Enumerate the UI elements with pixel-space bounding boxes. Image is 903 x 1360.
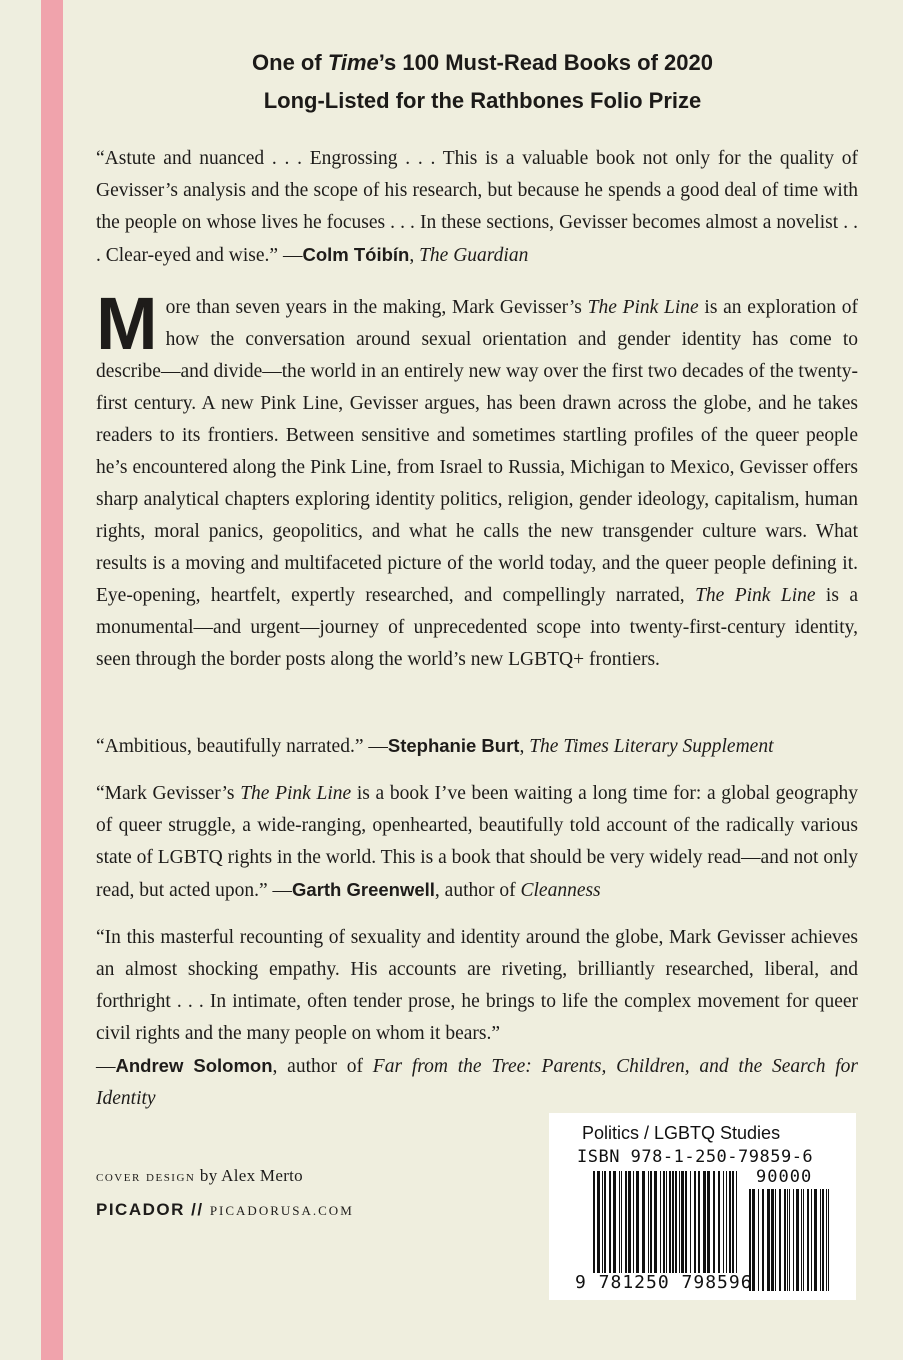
barcode-bar	[723, 1171, 724, 1273]
publisher-name: PICADOR	[96, 1200, 185, 1219]
barcode-bar	[732, 1171, 734, 1273]
barcode-bar	[663, 1171, 665, 1273]
barcode-bar	[685, 1171, 687, 1273]
barcode-panel	[549, 1113, 856, 1300]
addon-bar	[793, 1189, 794, 1291]
addon-bar	[820, 1189, 821, 1291]
quote-source: Far from the Tree: Parents, Children, and the Search for Identity	[96, 1056, 858, 1109]
addon-bar	[814, 1189, 817, 1291]
barcode-bar	[597, 1171, 600, 1273]
book-description: More than seven years in the making, Mark Gevisser’s The Pink Line is an exploration of how the conversation around sexual orientation and gender identity has come to describe—and divide—the world in an entirely new way over the first two decades of the twenty-first century. A new Pink Line, Gevisser argues, has been drawn across the globe, and he takes readers to its frontiers. Between sensitive and sometimes startling profiles of the queer people he’s encountered along the Pink Line, from Israel to Russia, Michigan to Mexico, Gevisser offers sharp analytical chapters exploring identity politics, religion, gender ideology, capitalism, human rights, moral panics, geopolitics, and what he calls the new transgender culture wars. What results is a moving and multifaceted picture of the world today, and the queer people defining it. Eye-opening, heartfelt, expertly researched, and compellingly narrated, The Pink Line is a monumental—and urgent—journey of unprecedented scope into twenty-first-century identity, seen through the border posts along the world’s new LGBTQ+ frontiers.	[96, 282, 858, 670]
barcode-bar	[726, 1171, 727, 1273]
barcode-bar	[698, 1171, 700, 1273]
addon-bar	[828, 1189, 829, 1291]
barcode-bar	[642, 1171, 645, 1273]
addon-bar	[784, 1189, 786, 1291]
quote-greenwell: “Mark Gevisser’s The Pink Line is a book I’ve been waiting a long time for: a global geography of queer struggle, a wide-ranging, openhearted, beautifully told account of the radically various state of LGBTQ rights in the world. This is a book that should be very widely read—and not only read, but acted upon.” —Garth Greenwell, author of Cleanness	[96, 783, 858, 901]
addon-bar	[803, 1189, 804, 1291]
bisac-category: Politics / LGBTQ Studies	[582, 1123, 781, 1143]
barcode-bar	[718, 1171, 720, 1273]
barcode-bar	[707, 1171, 710, 1273]
addon-bar	[775, 1189, 776, 1291]
publisher-url: PICADORUSA.COM	[209, 1203, 354, 1218]
barcode-bar	[613, 1171, 616, 1273]
addon-bar	[796, 1189, 799, 1291]
quote-solomon: “In this masterful recounting of sexuality and identity around the globe, Mark Gevisser achieves an almost shocking empathy. His accounts are riveting, brilliantly researched, liberal, and forthright . . . In intimate, often tender prose, he brings to life the complex movement for queer civil rights and the many people on whom it bears.” —Andrew Solomon, author of Far from the Tree: Parents, Children, and the Search for Identity	[96, 927, 858, 1109]
barcode-bar	[669, 1171, 671, 1273]
addon-bar	[826, 1189, 827, 1291]
addon-bar	[762, 1189, 764, 1291]
barcode-bar	[628, 1171, 631, 1273]
addon-bar	[771, 1189, 774, 1291]
addon-bar	[758, 1189, 759, 1291]
addon-bar	[767, 1189, 770, 1291]
barcode-bar	[593, 1171, 595, 1273]
addon-bar	[779, 1189, 781, 1291]
quote-source: The Guardian	[419, 245, 529, 266]
quote-source: Cleanness	[520, 880, 601, 901]
ean-digits: 9 781250 798596	[575, 1272, 753, 1293]
addon-bar	[787, 1189, 788, 1291]
barcode-bar	[666, 1171, 667, 1273]
barcode-bar	[625, 1171, 627, 1273]
barcode-bar	[672, 1171, 674, 1273]
barcode-bar	[679, 1171, 680, 1273]
addon-bar	[811, 1189, 812, 1291]
barcode-bar	[648, 1171, 649, 1273]
publisher-imprint: PICADOR // PICADORUSA.COM	[96, 1200, 354, 1219]
quote-author-name: Garth Greenwell	[292, 879, 435, 900]
addon-bar	[822, 1189, 824, 1291]
barcode-bar	[660, 1171, 661, 1273]
barcode-bar	[729, 1171, 731, 1273]
barcode-bar	[654, 1171, 657, 1273]
barcode-bar	[694, 1171, 696, 1273]
drop-cap: M	[96, 282, 158, 365]
barcode-bar	[621, 1171, 622, 1273]
price-addon-digits: 90000	[756, 1167, 813, 1187]
headline-time-award: One of Time’s 100 Must-Read Books of 2020	[252, 50, 713, 75]
quote-author-name: Colm Tóibín	[302, 244, 410, 265]
quote-author-name: Stephanie Burt	[387, 735, 520, 756]
barcode-bar	[703, 1171, 706, 1273]
barcode-bar	[602, 1171, 603, 1273]
barcode-bar	[619, 1171, 620, 1273]
barcode-bar	[675, 1171, 677, 1273]
quote-toibin: “Astute and nuanced . . . Engrossing . . . This is a valuable book not only for the quality of Gevisser’s analysis and the scope of his research, but because he spends a good deal of time with the people on whose lives he focuses . . . In these sections, Gevisser becomes almost a novelist . . . Clear-eyed and wise.” —Colm Tóibín, The Guardian	[96, 148, 858, 266]
quote-author-name: Andrew Solomon	[115, 1055, 273, 1076]
quote-source: The Times Literary Supplement	[529, 736, 774, 757]
barcode-bar	[636, 1171, 639, 1273]
quote-burt: “Ambitious, beautifully narrated.” —Stephanie Burt, The Times Literary Supplement	[96, 735, 774, 757]
barcode-bar	[650, 1171, 652, 1273]
pink-stripe	[41, 0, 63, 1360]
addon-bar	[801, 1189, 802, 1291]
isbn-text: ISBN 978-1-250-79859-6	[577, 1147, 814, 1167]
headline-folio-prize: Long-Listed for the Rathbones Folio Prize	[263, 88, 702, 113]
barcode-bar	[736, 1171, 737, 1273]
barcode-bar	[604, 1171, 606, 1273]
barcode-bar	[690, 1171, 691, 1273]
barcode-bar	[681, 1171, 684, 1273]
addon-bar	[789, 1189, 790, 1291]
barcode-bar	[633, 1171, 634, 1273]
cover-design-credit: cover design by Alex Merto	[96, 1166, 303, 1185]
barcode-bar	[609, 1171, 611, 1273]
addon-bar	[807, 1189, 809, 1291]
barcode-bar	[713, 1171, 715, 1273]
